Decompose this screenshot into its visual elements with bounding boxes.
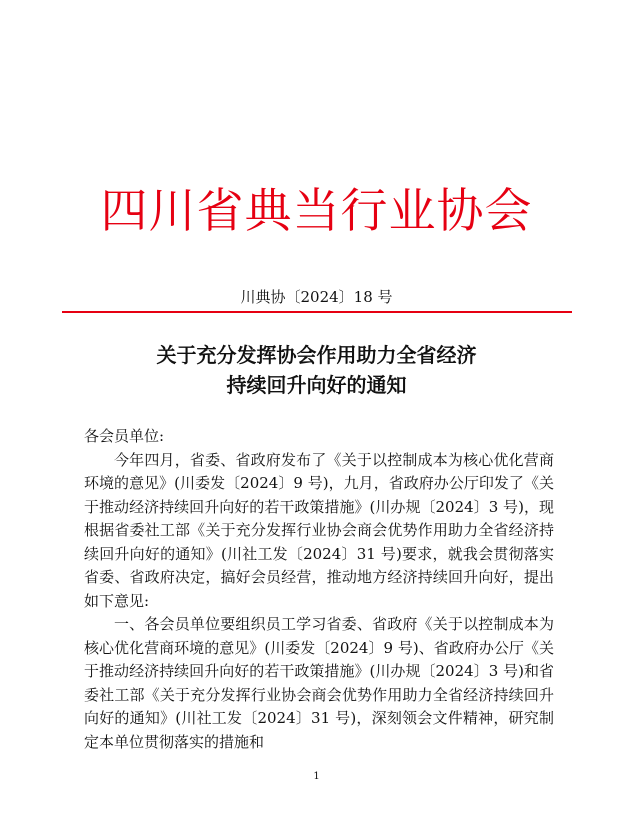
document-body xyxy=(84,425,554,754)
notice-title xyxy=(0,340,633,400)
salutation: 各会员单位: xyxy=(84,427,165,445)
notice-title-line-1: 关于充分发挥协会作用助力全省经济 xyxy=(156,343,477,367)
organization-title: 四川省典当行业协会 xyxy=(100,184,533,239)
document-number: 川典协〔2024〕18 号 xyxy=(240,288,393,306)
body-paragraph-1: 今年四月，省委、省政府发布了《关于以控制成本为核心优化营商环境的意见》(川委发〔2024〕9 号)，九月，省政府办公厅印发了《关于推动经济持续回升向好的若干政策措施》(川办规〔2024〕3 号)，现根据省委社工部《关于充分发挥行业协会商会优势作用助力全省经济持续回升向好的通知》(川社工发〔2024〕31 号)要求，就我会贯彻落实省委、省政府决定，搞好会员经营，推动地方经济持续回升向好，提出如下意见: xyxy=(84,450,554,610)
page-number: 1 xyxy=(313,771,320,782)
body-paragraph-2: 一、各会员单位要组织员工学习省委、省政府《关于以控制成本为核心优化营商环境的意见》(川委发〔2024〕9 号)、省政府办公厅《关于推动经济持续回升向好的若干政策措施》(川办规〔2024〕3 号)和省委社工部《关于充分发挥行业协会商会优势作用助力全省经济持续回升向好的通知》(川社工发〔2024〕31 号)，深刻领会文件精神，研究制定本单位贯彻落实的措施和 xyxy=(84,615,554,751)
red-divider-line xyxy=(62,311,572,313)
notice-title-line-2: 持续回升向好的通知 xyxy=(226,373,407,397)
